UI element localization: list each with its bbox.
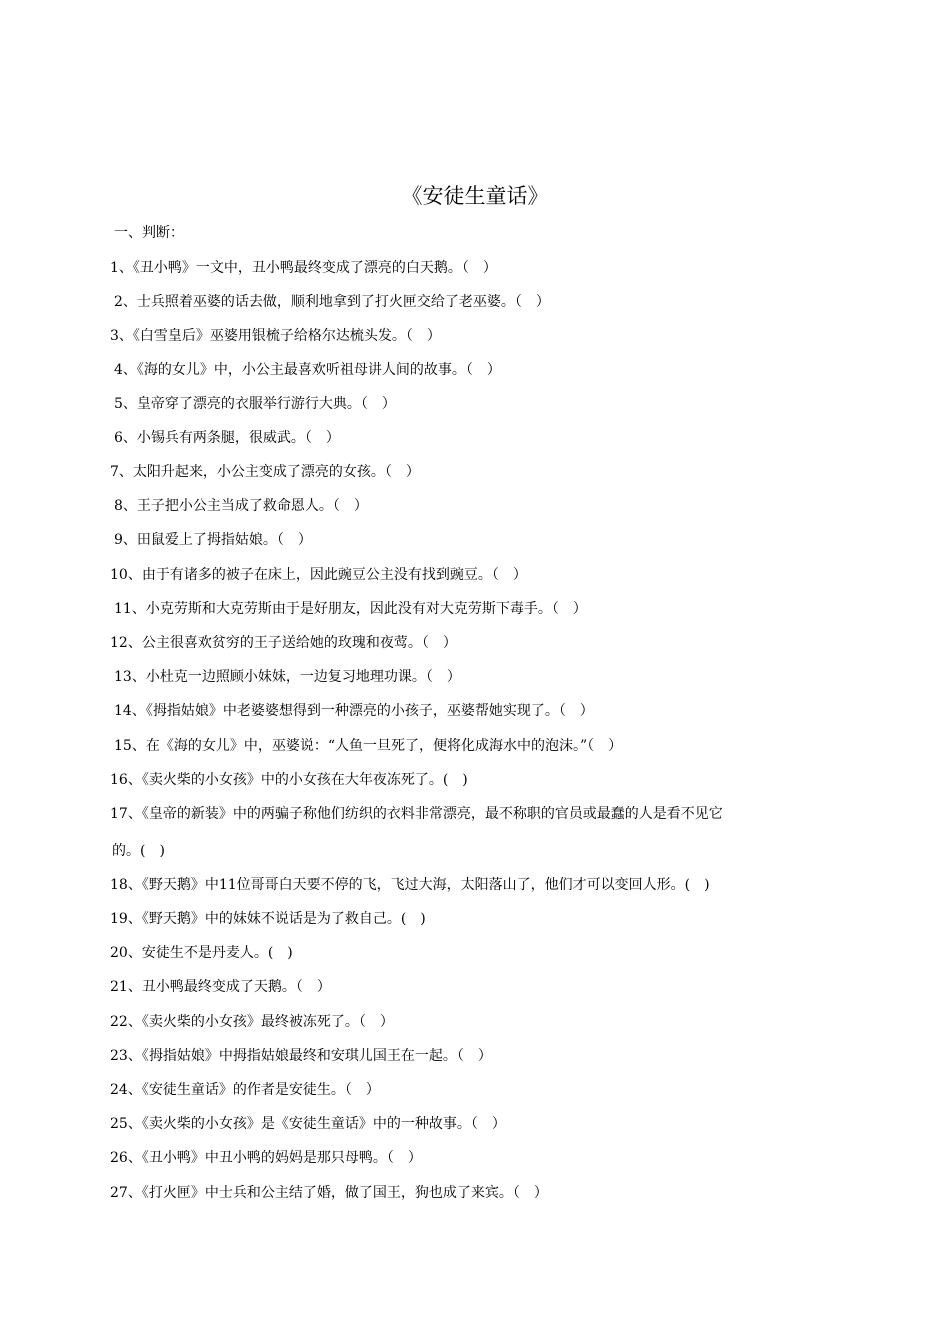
question-item: 11、小克劳斯和大克劳斯由于是好朋友，因此没有对大克劳斯下毒手。（ ）: [114, 601, 587, 617]
section-heading: 一、判断：: [114, 225, 184, 241]
question-item: 18、《野天鹅》中11位哥哥白天要不停的飞，飞过大海，太阳落山了，他们才可以变回人形。( ): [110, 877, 710, 893]
question-item: 22、《卖火柴的小女孩》最终被冻死了。（ ）: [110, 1014, 394, 1030]
question-item: 7、太阳升起来，小公主变成了漂亮的女孩。（ ）: [110, 464, 420, 480]
question-item: 9、田鼠爱上了拇指姑娘。（ ）: [114, 532, 312, 548]
question-item: 24、《安徒生童话》的作者是安徒生。（ ）: [110, 1082, 380, 1098]
question-item: 26、《丑小鸭》中丑小鸭的妈妈是那只母鸭。（ ）: [110, 1150, 422, 1166]
question-item: 5、皇帝穿了漂亮的衣服举行游行大典。（ ）: [114, 396, 396, 412]
question-item: 13、小杜克一边照顾小妹妹，一边复习地理功课。（ ）: [114, 669, 461, 685]
question-item: 14、《拇指姑娘》中老婆婆想得到一种漂亮的小孩子，巫婆帮她实现了。（ ）: [114, 703, 594, 719]
question-item: 12、公主很喜欢贫穷的王子送给她的玫瑰和夜莺。（ ）: [110, 635, 457, 651]
question-item: 3、《白雪皇后》巫婆用银梳子给格尔达梳头发。（ ）: [110, 328, 441, 344]
question-item: 10、由于有诸多的被子在床上，因此豌豆公主没有找到豌豆。（ ）: [110, 567, 527, 583]
question-item: 2、士兵照着巫婆的话去做，顺利地拿到了打火匣交给了老巫婆。（ ）: [114, 294, 550, 310]
question-item: 4、《海的女儿》中，小公主最喜欢听祖母讲人间的故事。（ ）: [114, 362, 501, 378]
question-item: 16、《卖火柴的小女孩》中的小女孩在大年夜冻死了。( ): [110, 772, 468, 788]
question-item: 19、《野天鹅》中的妹妹不说话是为了救自己。( ): [110, 911, 426, 927]
question-item: 25、《卖火柴的小女孩》是《安徒生童话》中的一种故事。（ ）: [110, 1116, 506, 1132]
document-title: 《安徒生童话》: [401, 184, 549, 208]
question-item: 21、丑小鸭最终变成了天鹅。（ ）: [110, 979, 331, 995]
question-item: 23、《拇指姑娘》中拇指姑娘最终和安琪儿国王在一起。（ ）: [110, 1048, 492, 1064]
question-item: 8、王子把小公主当成了救命恩人。（ ）: [114, 498, 368, 514]
question-item: 15、在《海的女儿》中，巫婆说：“人鱼一旦死了，便将化成海水中的泡沫。”（ ）: [114, 738, 623, 754]
question-item: 1、《丑小鸭》一文中，丑小鸭最终变成了漂亮的白天鹅。（ ）: [110, 260, 497, 276]
question-item: 6、小锡兵有两条腿，很威武。（ ）: [114, 430, 340, 446]
question-item: 27、《打火匣》中士兵和公主结了婚，做了国王，狗也成了来宾。（ ）: [110, 1185, 548, 1201]
question-item: 20、安徒生不是丹麦人。( ): [110, 945, 293, 961]
question-item: 17、《皇帝的新装》中的两骗子称他们纺织的衣料非常漂亮，最不称职的官员或最蠢的人是看不见它: [110, 806, 723, 822]
question-item-continuation: 的。( ): [112, 843, 165, 859]
